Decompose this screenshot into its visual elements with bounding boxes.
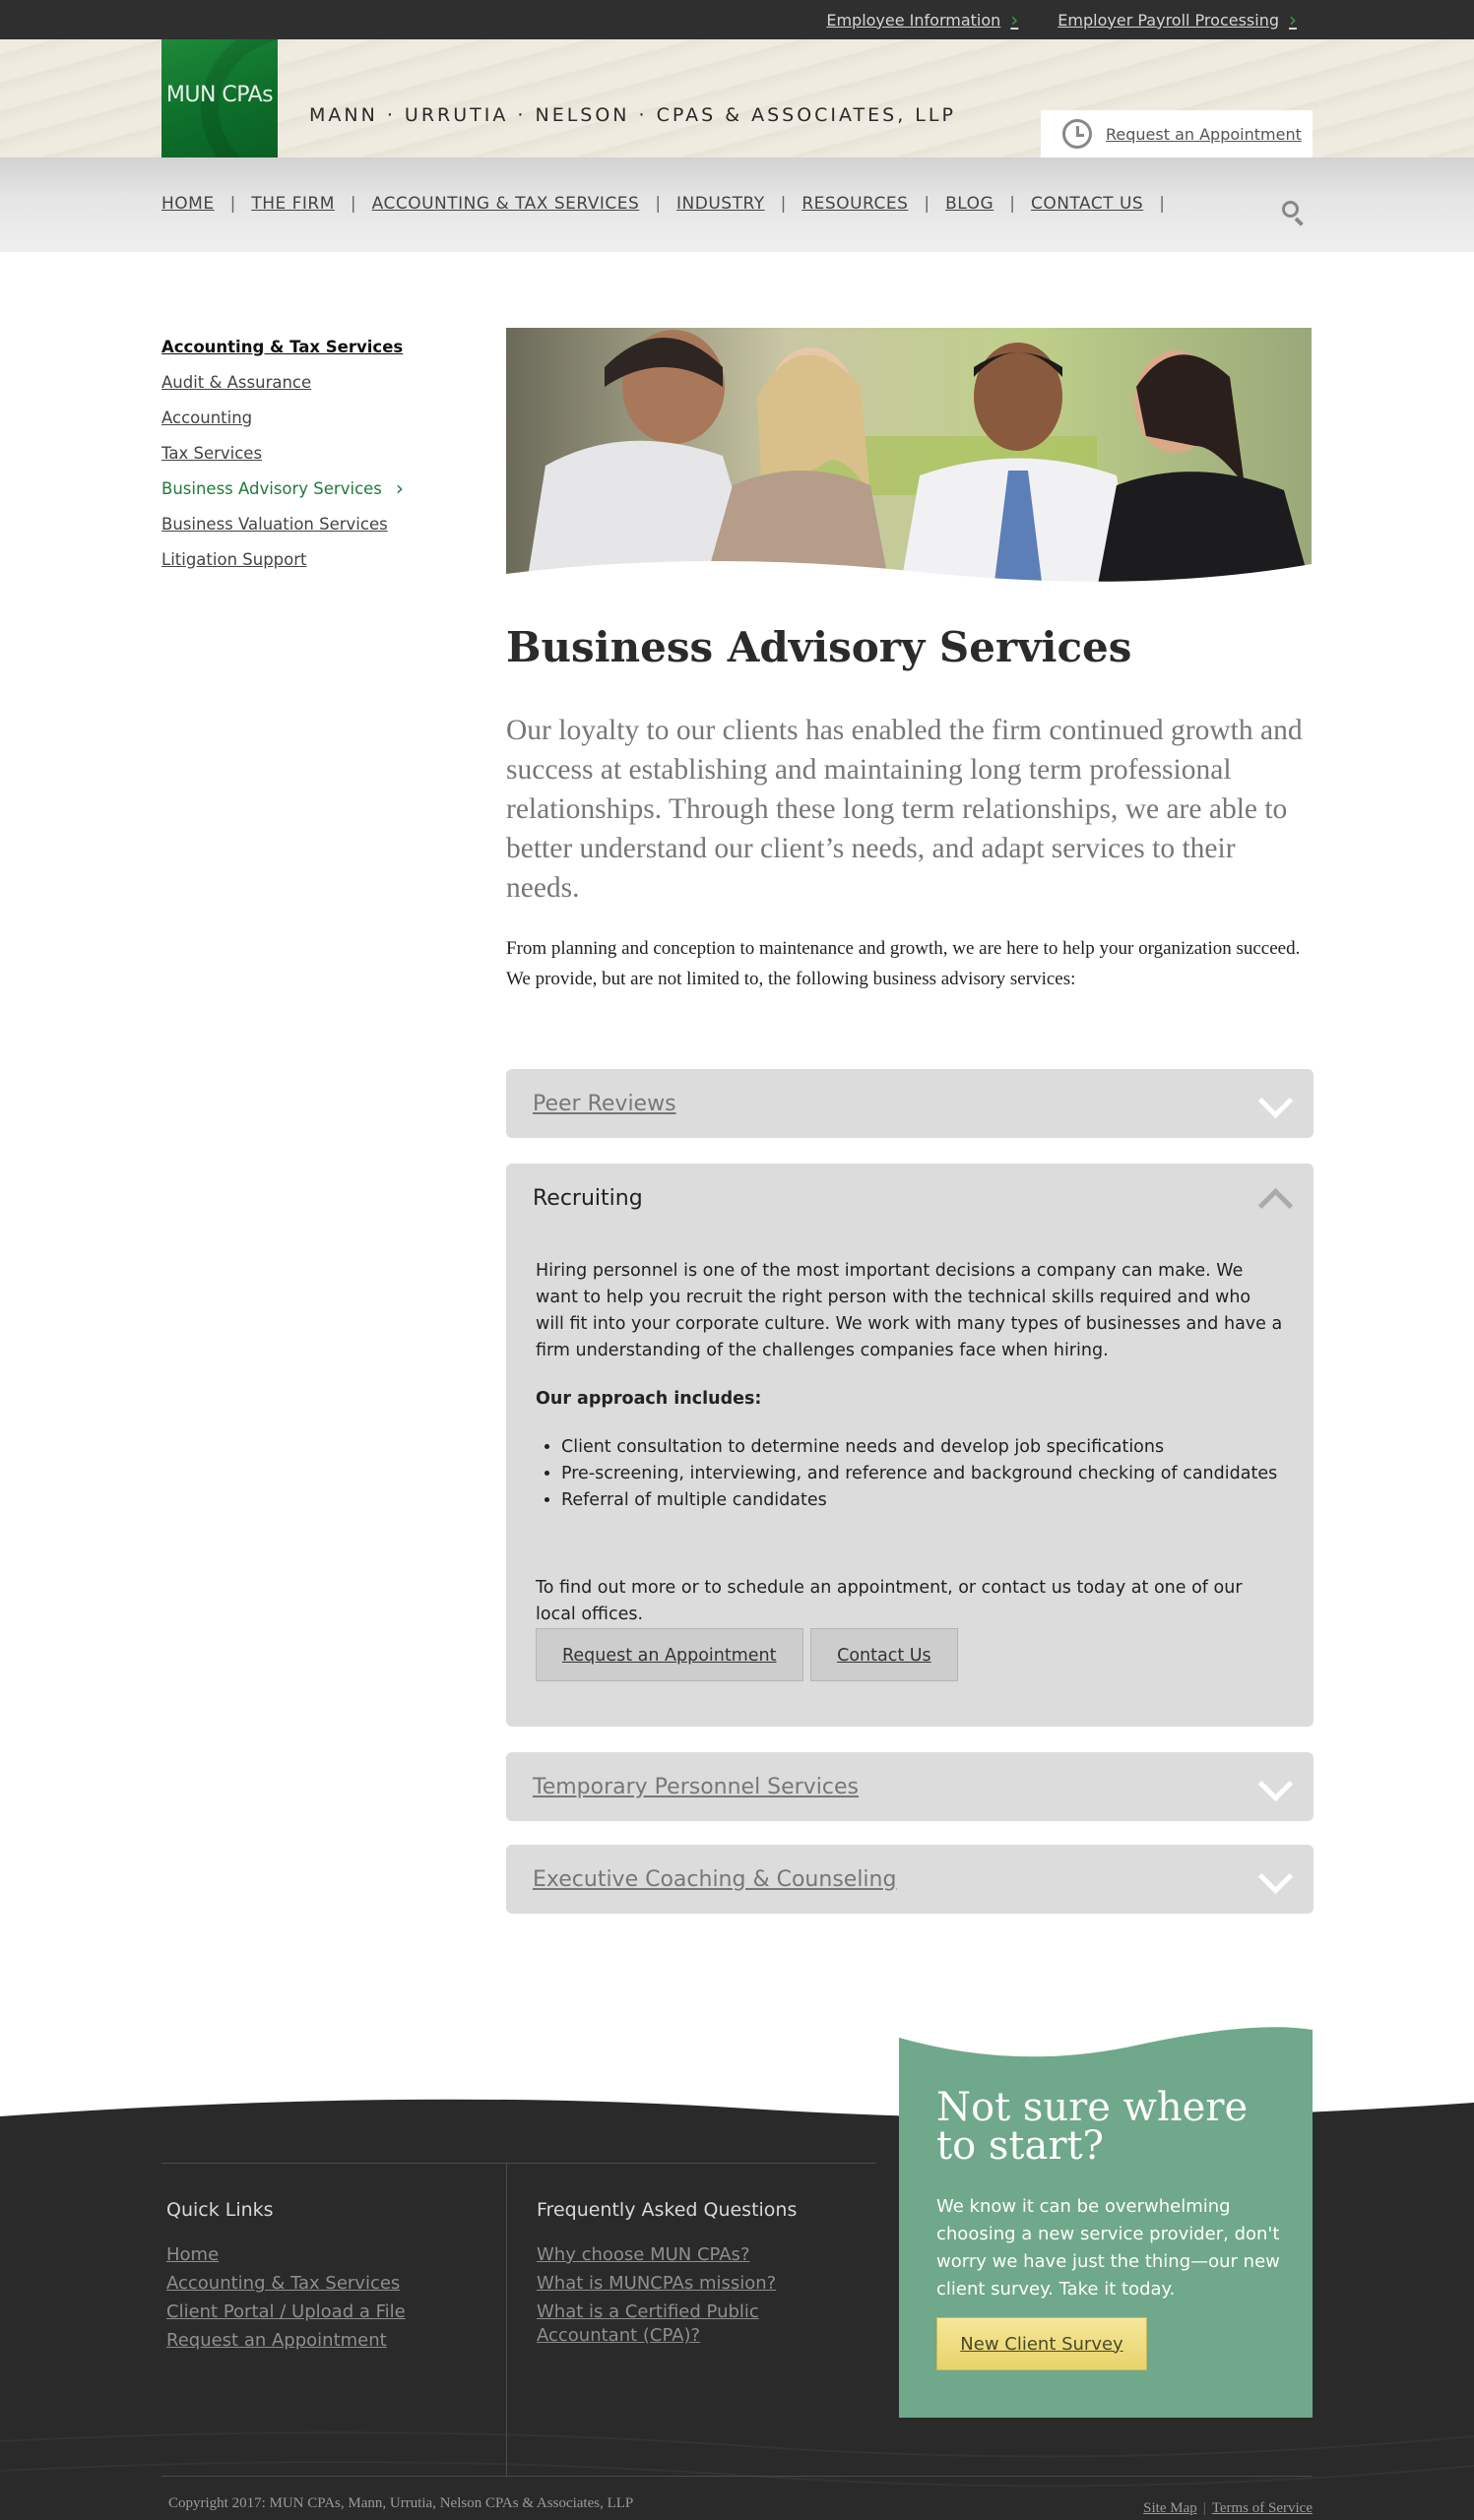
nav-separator: |: [780, 194, 787, 214]
hero-illustration: [506, 328, 1312, 590]
new-client-survey-card: [899, 2024, 1313, 2418]
nav-separator: |: [924, 194, 930, 214]
request-appointment-link[interactable]: Request an Appointment: [1106, 124, 1302, 144]
main-navigation: [0, 158, 1474, 252]
new-client-survey-button[interactable]: New Client Survey: [936, 2317, 1147, 2370]
footer-link-client-portal[interactable]: Client Portal / Upload a File: [166, 2301, 406, 2322]
footer-quick-links: [166, 2199, 406, 2355]
list-item: • Pre-screening, interviewing, and reference and background checking of candidates: [561, 1461, 1284, 1487]
nav-the-firm[interactable]: THE FIRM: [251, 194, 335, 214]
top-utility-bar: [0, 0, 1474, 39]
accordion-temporary-personnel[interactable]: [506, 1752, 1314, 1821]
nav-home[interactable]: HOME: [161, 194, 215, 214]
terms-of-service-link[interactable]: Terms of Service: [1211, 2500, 1313, 2516]
hero-image-business-meeting: [506, 328, 1312, 590]
recruiting-buttons: [536, 1628, 1284, 1681]
employer-payroll-link[interactable]: [1057, 10, 1297, 30]
footer-faq: [537, 2199, 832, 2348]
nav-separator: |: [1009, 194, 1015, 214]
nav-blog[interactable]: BLOG: [945, 194, 994, 214]
chevron-right-icon: ›: [1289, 8, 1297, 32]
approach-list: [561, 1434, 1284, 1514]
faq-link-mission[interactable]: What is MUNCPAs mission?: [537, 2273, 777, 2294]
nav-resources[interactable]: RESOURCES: [801, 194, 909, 214]
nav-separator: |: [655, 194, 662, 214]
accordion-header[interactable]: [506, 1752, 1314, 1821]
top-utility-links: [826, 0, 1297, 39]
nav-accounting-tax-services[interactable]: ACCOUNTING & TAX SERVICES: [371, 194, 640, 214]
section-sidebar: [161, 329, 457, 577]
search-lens: [1282, 201, 1299, 218]
sidebar-item-litigation-support[interactable]: Litigation Support: [161, 549, 307, 569]
site-header: [0, 39, 1474, 158]
recruiting-paragraph: Hiring personnel is one of the most important decisions a company can make. We want to help you recruit the right person with the technical skills required and who will fit into your corporate culture. We work with many types of businesses and have a firm understanding of the challenges companies face when hiring.: [536, 1261, 1283, 1360]
nav-separator: |: [229, 194, 236, 214]
mun-cpas-logo[interactable]: [161, 39, 278, 158]
sidebar-heading-accounting-tax[interactable]: Accounting & Tax Services: [161, 337, 404, 356]
site-map-link[interactable]: Site Map: [1143, 2500, 1197, 2516]
accordion-header[interactable]: [506, 1164, 1314, 1232]
chevron-down-icon: [1256, 1087, 1290, 1120]
sidebar-item-business-valuation[interactable]: Business Valuation Services: [161, 514, 388, 534]
accordion-executive-coaching[interactable]: [506, 1845, 1314, 1914]
footer-link-request-appointment[interactable]: Request an Appointment: [166, 2330, 387, 2351]
accordion-recruiting: [506, 1164, 1314, 1727]
accordion-title: Temporary Personnel Services: [533, 1774, 859, 1799]
nav-industry[interactable]: INDUSTRY: [676, 194, 765, 214]
sidebar-item-audit-assurance[interactable]: Audit & Assurance: [161, 372, 312, 392]
firm-name: MANN · URRUTIA · NELSON · CPAS & ASSOCIATES, LLP: [309, 104, 956, 126]
page-title: Business Advisory Services: [506, 623, 1132, 671]
search-icon[interactable]: [1282, 201, 1304, 222]
chevron-right-icon: ›: [1010, 8, 1019, 32]
nav-list: [161, 194, 1181, 214]
sidebar-item-tax-services[interactable]: Tax Services: [161, 443, 263, 463]
chevron-up-icon: [1256, 1181, 1290, 1215]
faq-link-what-is-cpa[interactable]: What is a Certified Public Accountant (CPA)?: [537, 2301, 759, 2346]
accordion-body: [506, 1258, 1314, 1703]
footer-link-home[interactable]: Home: [166, 2244, 220, 2265]
lead-paragraph: Our loyalty to our clients has enabled the firm continued growth and success at establishing and maintaining long term professional relationships. Through these long term relationships, we are able to better understand our client’s needs, and adapt services to their needs.: [506, 715, 1303, 904]
cta-text: We know it can be overwhelming choosing a new service provider, don't worry we have just the thing—our new client survey. Take it today.: [936, 2196, 1280, 2300]
chevron-down-icon: [1256, 1862, 1290, 1896]
nav-contact-us[interactable]: CONTACT US: [1030, 194, 1144, 214]
legal-separator: |: [1202, 2500, 1206, 2516]
intro-paragraph: From planning and conception to maintenance and growth, we are here to help your organization succeed. We provide, but are not limited to, the following business advisory services:: [506, 938, 1301, 989]
accordion-title: Executive Coaching & Counseling: [533, 1866, 897, 1892]
cta-title: Not sure where to start?: [936, 2085, 1249, 2169]
request-appointment-box[interactable]: [1041, 110, 1313, 158]
sidebar-item-accounting[interactable]: Accounting: [161, 408, 253, 427]
request-appointment-button[interactable]: Request an Appointment: [536, 1628, 803, 1681]
chevron-right-icon: ›: [395, 476, 404, 500]
footer-link-accounting-tax[interactable]: Accounting & Tax Services: [166, 2273, 401, 2294]
clock-icon: [1062, 119, 1092, 149]
legal-links: [1143, 2500, 1313, 2517]
footer-divider: [161, 2476, 1313, 2477]
footer-divider: [161, 2163, 876, 2164]
nav-separator: |: [350, 194, 356, 214]
accordion-title: Recruiting: [533, 1185, 643, 1211]
footer-divider: [506, 2163, 507, 2476]
accordion-header[interactable]: [506, 1845, 1314, 1914]
contact-us-button[interactable]: Contact Us: [810, 1628, 958, 1681]
accordion-header[interactable]: [506, 1069, 1314, 1138]
employee-information-label: Employee Information: [826, 10, 1001, 30]
sidebar-item-label: Business Advisory Services: [161, 478, 382, 498]
approach-label: Our approach includes:: [536, 1389, 762, 1409]
logo-text: MUN CPAs: [165, 83, 274, 107]
accordion-title: Peer Reviews: [533, 1091, 676, 1116]
chevron-down-icon: [1256, 1770, 1290, 1803]
nav-separator: |: [1159, 194, 1165, 214]
quick-links-heading: Quick Links: [166, 2199, 274, 2221]
search-handle: [1295, 218, 1304, 226]
list-item: • Client consultation to determine needs and develop job specifications: [561, 1434, 1284, 1461]
faq-link-why-choose[interactable]: Why choose MUN CPAs?: [537, 2244, 750, 2265]
faq-heading: Frequently Asked Questions: [537, 2199, 798, 2221]
accordion-peer-reviews[interactable]: [506, 1069, 1314, 1138]
employer-payroll-label: Employer Payroll Processing: [1057, 10, 1279, 30]
list-item: • Referral of multiple candidates: [561, 1487, 1284, 1514]
recruiting-cta-text: To find out more or to schedule an appointment, or contact us today at one of our local offices.: [536, 1578, 1243, 1624]
copyright-text: Copyright 2017: MUN CPAs, Mann, Urrutia, Nelson CPAs & Associates, LLP: [168, 2495, 634, 2511]
employee-information-link[interactable]: [826, 10, 1018, 30]
sidebar-item-business-advisory[interactable]: [161, 471, 457, 506]
